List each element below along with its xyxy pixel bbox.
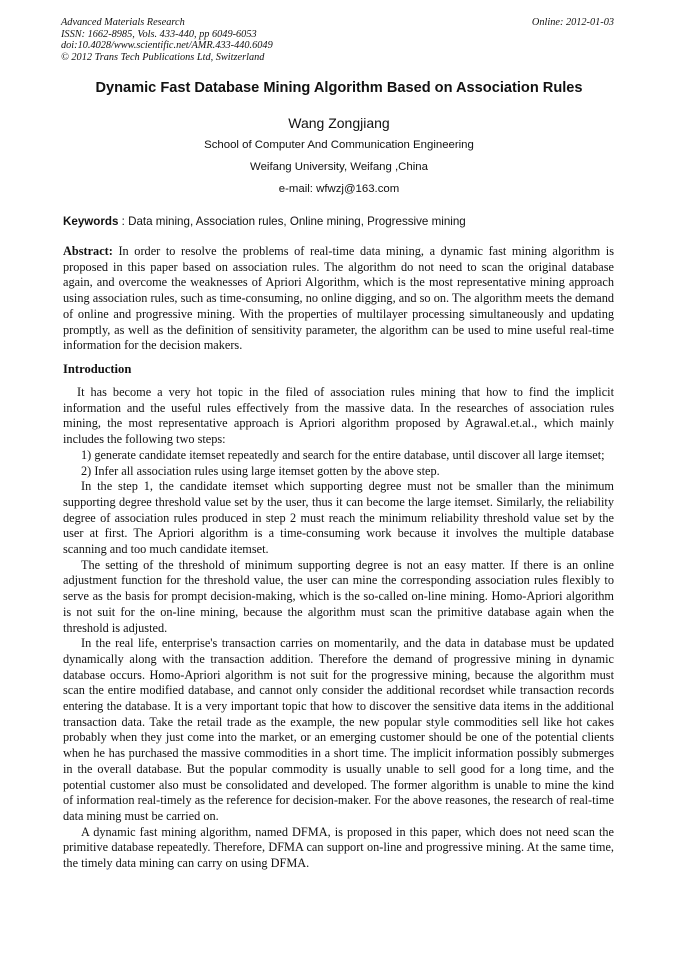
- introduction-body: [63, 385, 614, 872]
- abstract: [63, 244, 614, 354]
- issn-line: ISSN: 1662-8985, Vols. 433-440, pp 6049-6053: [61, 28, 257, 40]
- intro-step-1: 1) generate candidate itemset repeatedly and search for the entire database, until discover all large itemset;: [81, 447, 605, 462]
- section-heading-introduction: Introduction: [63, 362, 132, 376]
- author-name: Wang Zongjiang: [288, 115, 390, 131]
- author-email: e-mail: wfwzj@163.com: [278, 183, 400, 195]
- affiliation-university: Weifang University, Weifang ,China: [250, 161, 428, 173]
- journal-header: [61, 17, 273, 63]
- doi-line: doi:10.4028/www.scientific.net/AMR.433-440.6049: [61, 40, 273, 52]
- intro-paragraph-4: In the real life, enterprise's transaction carries on momentarily, and the data in database must be updated dynamically along with the transaction addition. Therefore the demand of progressive mining in dynamic database occurs. Homo-Apriori algorithm is not suit for the progressive mining, because the algorithm must scan the entire modified database, and cannot only consider the additional recordset while transaction records entering the database. It is a very important topic that how to discover the sensitive data items in the additional transaction data. Take the retail trade as the example, the new popular style commodities sell like hot cakes probably when they just come into the market, or an emerging customer should be one of the potential clients when he has purchased the massive commodities in a short time. The implicit information possibly submerges in the overall database. But the popular commodity is usually unable to sell good for a long time, and the potential customer also must be consolidated and developed. The former algorithm is unable to mine the kind of information real-timely as the reference for decision-maker. For the above reasones, the research of real-time data mining must be carried on.: [63, 636, 614, 823]
- keywords-text: : Data mining, Association rules, Online mining, Progressive mining: [118, 215, 466, 228]
- intro-paragraph-1: It has become a very hot topic in the filed of association rules mining that how to find the implicit information and the useful rules effectively from the massive data. In the researches of association rules mining, the most representative approach is Apriori algorithm proposed by Agrawal.et.al., which mainly includes the following two steps:: [63, 385, 614, 447]
- keywords: [63, 215, 623, 228]
- intro-paragraph-2: In the step 1, the candidate itemset which supporting degree must not be smaller than the minimum supporting degree threshold value set by the user, thus it can become the large itemset. Similarly, the reliability degree of association rules produced in step 2 must reach the minimum reliability threshold value set by the user at first. The Apriori algorithm is a time-consuming work because it involves the multiple database scanning and too much candidate itemset.: [63, 479, 614, 557]
- online-date: Online: 2012-01-03: [531, 17, 614, 28]
- keywords-label: Keywords: [63, 215, 119, 228]
- abstract-label: Abstract:: [63, 244, 113, 258]
- intro-paragraph-5: A dynamic fast mining algorithm, named DFMA, is proposed in this paper, which does not need scan the primitive database repeatedly. Therefore, DFMA can support on-line and progressive mining. At the same time, the timely data mining can carry on using DFMA.: [63, 824, 614, 871]
- abstract-text: In order to resolve the problems of real-time data mining, a dynamic fast mining algorithm is proposed in this paper based on association rules. The algorithm do not need to scan the original database again, and overcome the weaknesses of Apriori Algorithm, which is the most representative mining approach using association rules, such as time-consuming, no online digging, and so on. The algorithm meets the demand of online and progressive mining. With the properties of multilayer processing simultaneously and updating promptly, as well as the definition of sensitivity parameter, the algorithm can be used to mine useful real-time information for the decision makers.: [63, 244, 614, 353]
- intro-paragraph-3: The setting of the threshold of minimum supporting degree is not an easy matter. If there is an online adjustment function for the threshold value, the user can mine the corresponding association rules flexibly to serve as the basis for prompt decision-making, which is the so-called on-line mining. Homo-Apriori algorithm is not suit for the on-line mining, because the algorithm must scan the primitive database again when the threshold is adjusted.: [63, 557, 614, 635]
- paper-title: Dynamic Fast Database Mining Algorithm Based on Association Rules: [95, 80, 583, 96]
- journal-name: Advanced Materials Research: [61, 17, 185, 28]
- copyright-line: © 2012 Trans Tech Publications Ltd, Switzerland: [61, 51, 265, 63]
- intro-step-2: 2) Infer all association rules using large itemset gotten by the above step.: [81, 463, 440, 478]
- affiliation-department: School of Computer And Communication Engineering: [204, 139, 474, 151]
